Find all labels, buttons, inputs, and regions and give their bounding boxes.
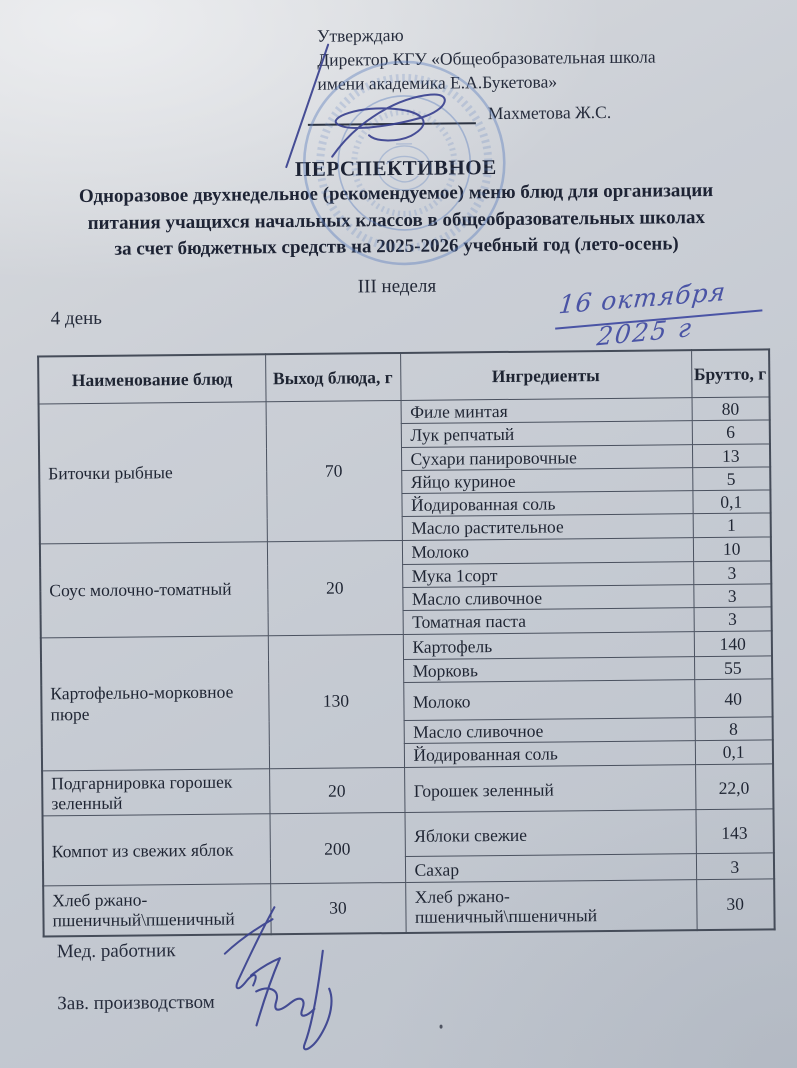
title-line1: Одноразовое двухнедельное (рекомендуемое) меню блюд для организации	[78, 179, 714, 208]
brutto-cell: 55	[694, 656, 772, 680]
director-name: Махметова Ж.С.	[487, 102, 612, 124]
ingredient-cell: Томатная паста	[403, 608, 694, 634]
director-line2: имени академика Е.А.Букетова»	[317, 71, 558, 94]
ingredient-cell: Хлеб ржано-пшеничный\пшеничный	[405, 880, 696, 933]
day-label: 4 день	[50, 307, 103, 330]
brutto-cell: 80	[692, 397, 770, 421]
med-worker-label: Мед. работник	[56, 940, 176, 963]
director-line1: Директор КГУ «Общеобразовательная школа	[317, 46, 656, 70]
column-header-yield: Выход блюда, г	[265, 353, 400, 402]
approve-label: Утверждаю	[316, 24, 404, 46]
ingredient-cell: Молоко	[402, 537, 693, 564]
ingredient-cell: Яйцо куриное	[401, 468, 692, 494]
ink-speck	[440, 1025, 443, 1029]
table-body	[39, 397, 775, 936]
ingredient-cell: Масло растительное	[402, 514, 693, 540]
yield-cell: 200	[270, 813, 406, 884]
brutto-cell: 140	[694, 631, 772, 657]
ingredient-cell: Картофель	[403, 631, 694, 659]
ingredient-cell: Масло сливочное	[402, 585, 693, 611]
brutto-cell: 10	[693, 537, 771, 562]
column-header-ingredients: Ингредиенты	[400, 350, 691, 400]
ingredient-cell: Яблоки свежие	[404, 810, 695, 857]
column-header-dish: Наименование блюд	[38, 354, 265, 404]
ingredient-cell: Горошек зеленный	[404, 764, 695, 812]
table-header-row	[38, 349, 769, 404]
title-line3: за счет бюджетных средств на 2025-2026 учебный год (лето-осень)	[114, 233, 679, 260]
dish-name-cell: Картофельно-морковное пюре	[41, 635, 269, 770]
brutto-cell: 3	[696, 853, 774, 880]
brutto-cell: 143	[695, 809, 773, 854]
brutto-cell: 3	[694, 607, 772, 631]
brutto-cell: 0,1	[695, 740, 773, 764]
yield-cell: 20	[269, 767, 404, 814]
brutto-cell: 3	[693, 584, 771, 608]
column-header-brutto: Брутто, г	[691, 349, 769, 397]
menu-table	[37, 348, 776, 937]
title-line2: питания учащихся начальных классов в общеобразовательных школах	[87, 206, 706, 234]
yield-cell: 20	[267, 540, 403, 635]
handwritten-date-line2: 2025 г	[595, 312, 695, 352]
ingredient-cell: Молоко	[403, 680, 694, 721]
dish-name-cell: Подгарнировка горошек зеленный	[42, 768, 269, 816]
brutto-cell: 0,1	[692, 490, 770, 514]
ingredient-cell: Мука 1сорт	[402, 561, 693, 587]
table-row	[42, 763, 773, 816]
brutto-cell: 8	[695, 717, 773, 741]
title-heading: ПЕРСПЕКТИВНОЕ	[294, 155, 497, 181]
dish-name-cell: Компот из свежих яблок	[43, 814, 271, 886]
dish-name-cell: Хлеб ржано-пшеничный\пшеничный	[43, 884, 270, 936]
ingredient-cell: Филе минтая	[401, 398, 692, 424]
yield-cell: 130	[268, 634, 404, 768]
week-label: III неделя	[357, 275, 437, 298]
ingredient-cell: Йодированная соль	[401, 491, 692, 517]
yield-cell: 30	[270, 883, 405, 934]
table-row	[43, 809, 774, 860]
brutto-cell: 40	[694, 679, 772, 718]
table-row	[43, 879, 774, 936]
ingredient-cell: Сухари панировочные	[401, 444, 692, 470]
ingredient-cell: Масло сливочное	[404, 718, 695, 744]
brutto-cell: 1	[693, 513, 771, 537]
ingredient-cell: Сахар	[405, 854, 696, 883]
ingredient-cell: Морковь	[403, 656, 694, 682]
production-manager-label: Зав. производством	[57, 991, 215, 1015]
brutto-cell: 5	[692, 467, 770, 491]
dish-name-cell: Биточки рыбные	[39, 402, 267, 544]
brutto-cell: 30	[696, 879, 774, 930]
handwritten-date-line1: 16 октября	[557, 276, 728, 320]
ingredient-cell: Лук репчатый	[401, 421, 692, 447]
yield-cell: 70	[266, 400, 402, 541]
brutto-cell: 13	[692, 444, 770, 468]
dish-name-cell: Соус молочно-томатный	[40, 542, 268, 638]
brutto-cell: 3	[693, 561, 771, 585]
brutto-cell: 6	[692, 420, 770, 444]
director-signature	[279, 33, 475, 175]
ingredient-cell: Йодированная соль	[404, 741, 695, 767]
production-manager-signature	[241, 942, 367, 1055]
brutto-cell: 22,0	[695, 763, 773, 809]
